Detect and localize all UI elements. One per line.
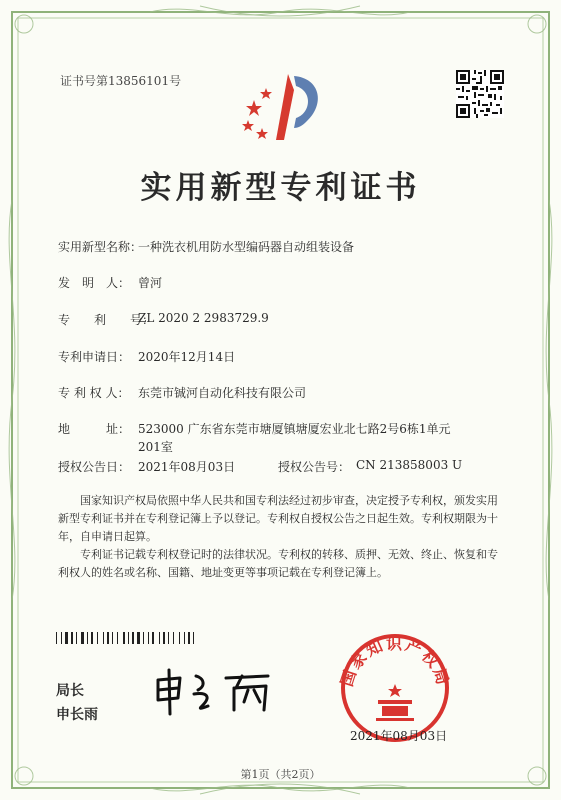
inventor-label: 发 明 人： — [58, 276, 131, 290]
announcement-date-label: 授权公告日： — [58, 460, 131, 474]
address-line-1: 523000 广东省东莞市塘厦镇塘厦宏业北七路2号6栋1单元 — [138, 422, 451, 436]
utility-model-name-label: 实用新型名称： — [58, 240, 143, 254]
svg-text:国家知识产权局: 国家知识产权局 — [337, 634, 453, 689]
announcement-number-label: 授权公告号： — [278, 460, 351, 474]
utility-model-name-value: 一种洗衣机用防水型编码器自动组装设备 — [138, 240, 355, 254]
address-label: 地 址： — [58, 422, 131, 436]
certificate-number: 证书号第13856101号 — [60, 74, 182, 88]
page-indicator: 第1页（共2页） — [240, 768, 321, 781]
legal-status-paragraph: 专利证书记载专利权登记时的法律状况。专利权的转移、质押、无效、终止、恢复和专利权人的姓名或名称、国籍、地址变更等事项记载在专利登记簿上。 — [58, 548, 498, 579]
patentee-value: 东莞市铖河自动化科技有限公司 — [138, 386, 307, 400]
handwritten-signature — [150, 666, 290, 718]
filing-date-label: 专利申请日： — [58, 350, 131, 364]
signature-role: 局长 — [56, 683, 84, 699]
filing-date-value: 2020年12月14日 — [138, 350, 236, 364]
signatory-name: 申长雨 — [56, 707, 98, 723]
announcement-number-value: CN 213858003 U — [356, 458, 463, 472]
grant-statement-paragraph: 国家知识产权局依照中华人民共和国专利法经过初步审查，决定授予专利权，颁发实用新型专利证书并在专利登记簿上予以登记。专利权自授权公告之日起生效。专利权期限为十年，自申请日起算。 — [58, 494, 498, 543]
qr-code-icon — [456, 70, 504, 118]
certificate-title: 实用新型专利证书 — [140, 170, 421, 206]
announcement-date-value: 2021年08月03日 — [138, 460, 236, 474]
patent-number-label: 专 利 号： — [58, 313, 155, 327]
cnipa-logo-icon — [236, 70, 336, 146]
address-line-2: 201室 — [138, 440, 173, 454]
patent-number-value: ZL 2020 2 2983729.9 — [138, 311, 269, 325]
barcode — [56, 632, 232, 644]
seal-date: 2021年08月03日 — [350, 729, 448, 743]
patentee-label: 专 利 权 人： — [58, 386, 130, 400]
inventor-value: 曾河 — [138, 276, 163, 290]
